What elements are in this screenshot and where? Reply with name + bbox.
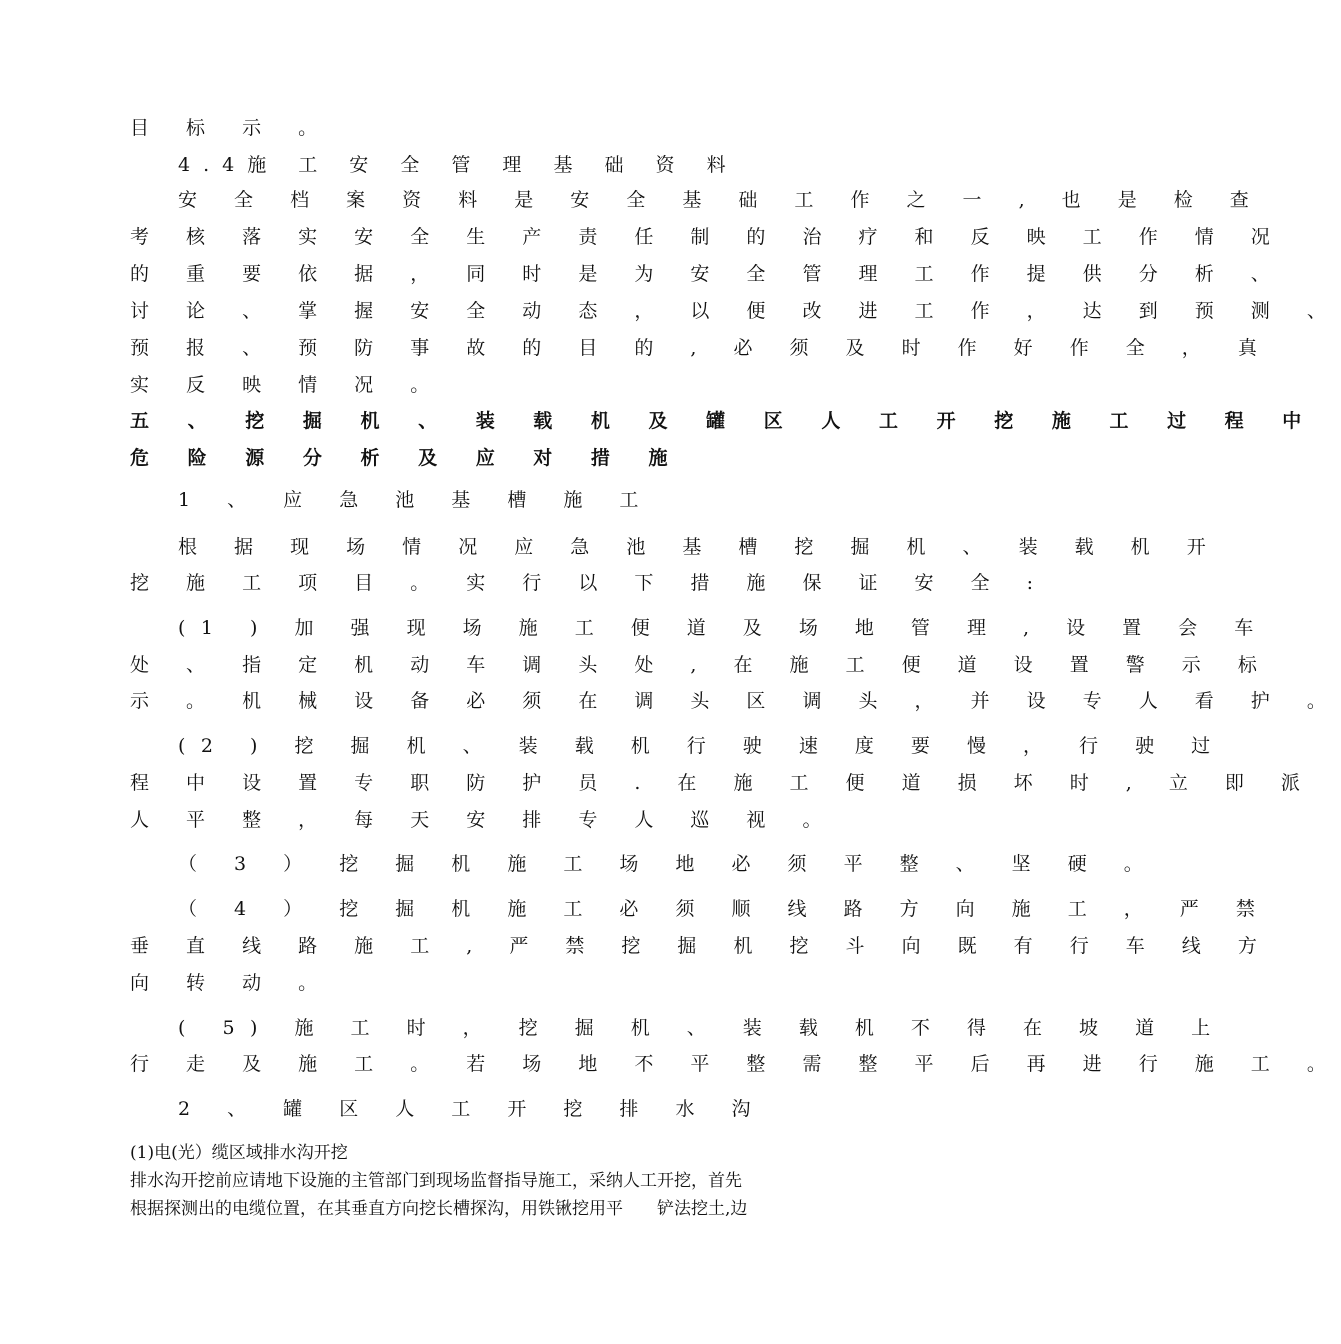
text-line: 考 核 落 实 安 全 生 产 责 任 制 的 治 疗 和 反 映 工 作 情 况 <box>130 226 1286 248</box>
text-line: 行 走 及 施 工 。 若 场 地 不 平 整 需 整 平 后 再 进 行 施 工 。 <box>130 1053 1341 1075</box>
text-line: 根据探测出的电缆位置，在其垂直方向挖长槽探沟，用铁锹挖用平 铲法挖土,边 <box>130 1199 748 1219</box>
text-line: 的 重 要 依 据 ， 同 时 是 为 安 全 管 理 工 作 提 供 分 析 、 <box>130 263 1286 285</box>
text-line: (1 ) 加 强 现 场 施 工 便 道 及 场 地 管 理 , 设 置 会 车 <box>178 617 1269 639</box>
text-line: 挖 施 工 项 目 。 实 行 以 下 措 施 保 证 安 全 : <box>130 572 1049 594</box>
chapter-heading: 五 、 挖 掘 机 、 装 载 机 及 罐 区 人 工 开 挖 施 工 过 程 中 <box>130 410 1318 432</box>
text-line: 处 、 指 定 机 动 车 调 头 处 , 在 施 工 便 道 设 置 警 示 标 <box>130 654 1273 676</box>
text-line: 根 据 现 场 情 况 应 急 池 基 槽 挖 掘 机 、 装 载 机 开 <box>178 536 1222 558</box>
section-heading: 2 、 罐 区 人 工 开 挖 排 水 沟 <box>178 1098 766 1120</box>
chapter-heading: 危 险 源 分 析 及 应 对 措 施 <box>130 447 684 469</box>
text-line: 向 转 动 。 <box>130 972 333 994</box>
text-line: 讨 论 、 掌 握 安 全 动 态 ， 以 便 改 进 工 作 ， 达 到 预 测 、 <box>130 300 1341 322</box>
text-line: (1)电(光）缆区域排水沟开挖 <box>130 1143 348 1163</box>
text-line: 目 标 示 。 <box>130 117 333 139</box>
text-line: (2 ) 挖 掘 机 、 装 载 机 行 驶 速 度 要 慢 ， 行 驶 过 <box>178 735 1226 757</box>
text-line: 预 报 、 预 防 事 故 的 目 的 , 必 须 及 时 作 好 作 全 ， 真 <box>130 337 1273 359</box>
text-line: ( 5) 施 工 时 ， 挖 掘 机 、 装 载 机 不 得 在 坡 道 上 <box>178 1017 1226 1039</box>
text-line: 排水沟开挖前应请地下设施的主管部门到现场监督指导施工，采纳人工开挖，首先 <box>130 1171 742 1191</box>
text-line: 程 中 设 置 专 职 防 护 员 . 在 施 工 便 道 损 坏 时 , 立 即 派 <box>130 772 1316 794</box>
text-line: （ 3 ） 挖 掘 机 施 工 场 地 必 须 平 整 、 坚 硬 。 <box>178 853 1159 875</box>
text-line: 人 平 整 ， 每 天 安 排 专 人 巡 视 。 <box>130 809 837 831</box>
section-heading: 1 、 应 急 池 基 槽 施 工 <box>178 489 654 511</box>
text-line: 垂 直 线 路 施 工 , 严 禁 挖 掘 机 挖 斗 向 既 有 行 车 线 方 <box>130 935 1273 957</box>
text-line: 实 反 映 情 况 。 <box>130 374 445 396</box>
text-line: （ 4 ） 挖 掘 机 施 工 必 须 顺 线 路 方 向 施 工 ， 严 禁 <box>178 898 1271 920</box>
text-line: 示 。 机 械 设 备 必 须 在 调 头 区 调 头 ， 并 设 专 人 看 护 。 <box>130 690 1341 712</box>
section-heading: 4.4施 工 安 全 管 理 基 础 资 料 <box>178 154 739 176</box>
text-line: 安 全 档 案 资 料 是 安 全 基 础 工 作 之 一 , 也 是 检 查 <box>178 189 1265 211</box>
